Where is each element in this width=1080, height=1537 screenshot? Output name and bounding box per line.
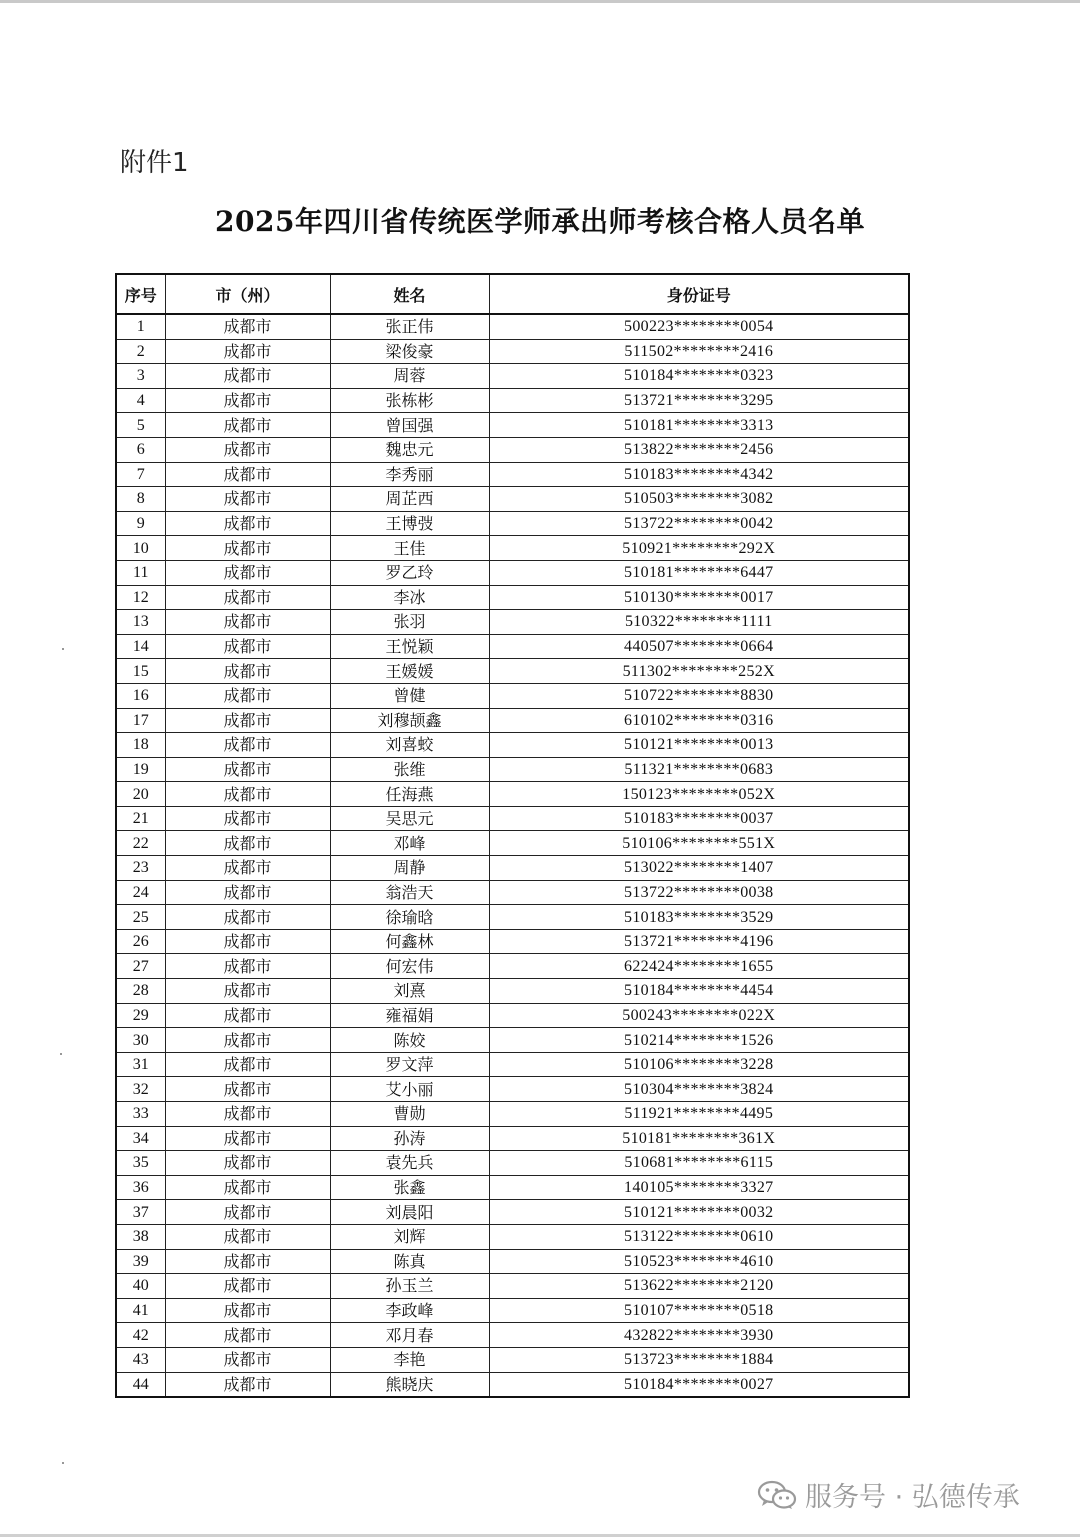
row-id-number: 510106********551X — [489, 831, 909, 856]
row-city: 成都市 — [165, 856, 330, 881]
row-city: 成都市 — [165, 1126, 330, 1151]
row-name: 张栋彬 — [330, 388, 489, 413]
row-serial-number: 36 — [116, 1175, 165, 1200]
row-id-number: 510181********361X — [489, 1126, 909, 1151]
row-name: 张羽 — [330, 610, 489, 635]
row-id-number: 510183********0037 — [489, 806, 909, 831]
row-serial-number: 10 — [116, 536, 165, 561]
table-row — [116, 1077, 909, 1102]
row-name: 李秀丽 — [330, 462, 489, 487]
table-row — [116, 1323, 909, 1348]
row-id-number: 513721********3295 — [489, 388, 909, 413]
row-city: 成都市 — [165, 560, 330, 585]
row-name: 徐瑜晗 — [330, 905, 489, 930]
table-row — [116, 536, 909, 561]
row-name: 刘辉 — [330, 1224, 489, 1249]
row-city: 成都市 — [165, 806, 330, 831]
table-row — [116, 487, 909, 512]
row-id-number: 511302********252X — [489, 659, 909, 684]
row-id-number: 510184********4454 — [489, 979, 909, 1004]
row-serial-number: 35 — [116, 1151, 165, 1176]
row-name: 任海燕 — [330, 782, 489, 807]
row-id-number: 510681********6115 — [489, 1151, 909, 1176]
row-id-number: 510106********3228 — [489, 1052, 909, 1077]
row-name: 张正伟 — [330, 314, 489, 339]
row-city: 成都市 — [165, 1274, 330, 1299]
row-city: 成都市 — [165, 1347, 330, 1372]
row-name: 罗乙玲 — [330, 560, 489, 585]
row-name: 吴思元 — [330, 806, 489, 831]
row-id-number: 510722********8830 — [489, 683, 909, 708]
row-serial-number: 6 — [116, 437, 165, 462]
row-serial-number: 15 — [116, 659, 165, 684]
watermark-text: 服务号 · 弘德传承 — [805, 1482, 1020, 1513]
table-row — [116, 954, 909, 979]
table-row — [116, 511, 909, 536]
row-serial-number: 34 — [116, 1126, 165, 1151]
row-id-number: 510181********3313 — [489, 413, 909, 438]
scan-speck — [62, 1462, 64, 1464]
table-row — [116, 610, 909, 635]
row-serial-number: 1 — [116, 314, 165, 339]
row-name: 曾健 — [330, 683, 489, 708]
table-row — [116, 388, 909, 413]
row-city: 成都市 — [165, 364, 330, 389]
row-serial-number: 31 — [116, 1052, 165, 1077]
row-city: 成都市 — [165, 757, 330, 782]
row-city: 成都市 — [165, 339, 330, 364]
table-row — [116, 413, 909, 438]
row-id-number: 510130********0017 — [489, 585, 909, 610]
row-id-number: 510921********292X — [489, 536, 909, 561]
scan-speck — [62, 648, 64, 650]
row-city: 成都市 — [165, 511, 330, 536]
table-row — [116, 1298, 909, 1323]
row-id-number: 513622********2120 — [489, 1274, 909, 1299]
table-row — [116, 585, 909, 610]
row-city: 成都市 — [165, 610, 330, 635]
document-title: 2025年四川省传统医学师承出师考核合格人员名单 — [215, 205, 865, 238]
row-name: 李艳 — [330, 1347, 489, 1372]
row-city: 成都市 — [165, 683, 330, 708]
row-city: 成都市 — [165, 388, 330, 413]
table-row — [116, 1200, 909, 1225]
row-city: 成都市 — [165, 979, 330, 1004]
row-serial-number: 38 — [116, 1224, 165, 1249]
row-name: 张鑫 — [330, 1175, 489, 1200]
row-city: 成都市 — [165, 437, 330, 462]
row-city: 成都市 — [165, 954, 330, 979]
row-id-number: 510183********3529 — [489, 905, 909, 930]
row-name: 邓峰 — [330, 831, 489, 856]
row-city: 成都市 — [165, 1175, 330, 1200]
row-id-number: 150123********052X — [489, 782, 909, 807]
row-name: 何鑫林 — [330, 929, 489, 954]
row-city: 成都市 — [165, 536, 330, 561]
row-id-number: 500243********022X — [489, 1003, 909, 1028]
row-city: 成都市 — [165, 708, 330, 733]
table-row — [116, 905, 909, 930]
row-serial-number: 39 — [116, 1249, 165, 1274]
table-row — [116, 437, 909, 462]
row-id-number: 513722********0042 — [489, 511, 909, 536]
row-id-number: 513721********4196 — [489, 929, 909, 954]
row-city: 成都市 — [165, 782, 330, 807]
row-serial-number: 2 — [116, 339, 165, 364]
row-id-number: 513722********0038 — [489, 880, 909, 905]
row-id-number: 510121********0032 — [489, 1200, 909, 1225]
row-city: 成都市 — [165, 487, 330, 512]
row-serial-number: 41 — [116, 1298, 165, 1323]
row-city: 成都市 — [165, 1151, 330, 1176]
row-id-number: 513822********2456 — [489, 437, 909, 462]
row-id-number: 513122********0610 — [489, 1224, 909, 1249]
table-row — [116, 1102, 909, 1127]
row-id-number: 513723********1884 — [489, 1347, 909, 1372]
table-row — [116, 1347, 909, 1372]
row-serial-number: 11 — [116, 560, 165, 585]
row-serial-number: 25 — [116, 905, 165, 930]
row-id-number: 510503********3082 — [489, 487, 909, 512]
row-name: 刘晨阳 — [330, 1200, 489, 1225]
row-name: 王媛媛 — [330, 659, 489, 684]
table-row — [116, 1052, 909, 1077]
row-name: 梁俊豪 — [330, 339, 489, 364]
row-id-number: 440507********0664 — [489, 634, 909, 659]
row-city: 成都市 — [165, 1249, 330, 1274]
row-name: 艾小丽 — [330, 1077, 489, 1102]
row-serial-number: 26 — [116, 929, 165, 954]
row-city: 成都市 — [165, 1323, 330, 1348]
header-serial-number: 序号 — [116, 274, 165, 314]
row-id-number: 510121********0013 — [489, 733, 909, 758]
row-city: 成都市 — [165, 659, 330, 684]
row-serial-number: 13 — [116, 610, 165, 635]
row-id-number: 511321********0683 — [489, 757, 909, 782]
row-name: 陈姣 — [330, 1028, 489, 1053]
table-row — [116, 782, 909, 807]
table-row — [116, 806, 909, 831]
table-row — [116, 757, 909, 782]
row-city: 成都市 — [165, 1298, 330, 1323]
table-header-row — [116, 274, 909, 314]
row-city: 成都市 — [165, 314, 330, 339]
row-serial-number: 27 — [116, 954, 165, 979]
row-city: 成都市 — [165, 905, 330, 930]
row-city: 成都市 — [165, 929, 330, 954]
row-id-number: 511921********4495 — [489, 1102, 909, 1127]
row-serial-number: 33 — [116, 1102, 165, 1127]
row-name: 何宏伟 — [330, 954, 489, 979]
row-serial-number: 30 — [116, 1028, 165, 1053]
row-name: 周蓉 — [330, 364, 489, 389]
row-serial-number: 9 — [116, 511, 165, 536]
table-row — [116, 1249, 909, 1274]
row-name: 袁先兵 — [330, 1151, 489, 1176]
row-city: 成都市 — [165, 1200, 330, 1225]
row-serial-number: 44 — [116, 1372, 165, 1397]
header-id-number: 身份证号 — [489, 274, 909, 314]
row-name: 李冰 — [330, 585, 489, 610]
row-serial-number: 32 — [116, 1077, 165, 1102]
row-name: 罗文萍 — [330, 1052, 489, 1077]
attachment-label: 附件1 — [120, 148, 189, 178]
table-row — [116, 1372, 909, 1397]
row-id-number: 513022********1407 — [489, 856, 909, 881]
row-serial-number: 7 — [116, 462, 165, 487]
row-serial-number: 40 — [116, 1274, 165, 1299]
row-id-number: 140105********3327 — [489, 1175, 909, 1200]
row-serial-number: 16 — [116, 683, 165, 708]
scan-top-edge — [0, 0, 1080, 3]
row-name: 魏忠元 — [330, 437, 489, 462]
row-city: 成都市 — [165, 1224, 330, 1249]
row-serial-number: 28 — [116, 979, 165, 1004]
row-id-number: 511502********2416 — [489, 339, 909, 364]
row-name: 雍福娟 — [330, 1003, 489, 1028]
table-row — [116, 339, 909, 364]
row-serial-number: 5 — [116, 413, 165, 438]
row-city: 成都市 — [165, 1372, 330, 1397]
row-name: 孙玉兰 — [330, 1274, 489, 1299]
row-city: 成都市 — [165, 1077, 330, 1102]
row-name: 刘喜蛟 — [330, 733, 489, 758]
row-city: 成都市 — [165, 585, 330, 610]
table-row — [116, 831, 909, 856]
row-city: 成都市 — [165, 1003, 330, 1028]
row-name: 孙涛 — [330, 1126, 489, 1151]
row-city: 成都市 — [165, 1102, 330, 1127]
row-city: 成都市 — [165, 1028, 330, 1053]
table-row — [116, 560, 909, 585]
row-city: 成都市 — [165, 413, 330, 438]
row-name: 曾国强 — [330, 413, 489, 438]
row-city: 成都市 — [165, 634, 330, 659]
table-body — [116, 314, 909, 1397]
row-id-number: 500223********0054 — [489, 314, 909, 339]
row-city: 成都市 — [165, 880, 330, 905]
row-serial-number: 37 — [116, 1200, 165, 1225]
row-id-number: 510322********1111 — [489, 610, 909, 635]
row-name: 刘穆颉鑫 — [330, 708, 489, 733]
table-row — [116, 659, 909, 684]
row-serial-number: 18 — [116, 733, 165, 758]
row-serial-number: 20 — [116, 782, 165, 807]
row-id-number: 510184********0027 — [489, 1372, 909, 1397]
account-watermark — [757, 1475, 1020, 1514]
table-row — [116, 856, 909, 881]
table-row — [116, 1224, 909, 1249]
table-row — [116, 979, 909, 1004]
row-name: 陈真 — [330, 1249, 489, 1274]
row-id-number: 610102********0316 — [489, 708, 909, 733]
table-row — [116, 1126, 909, 1151]
row-name: 邓月春 — [330, 1323, 489, 1348]
table-row — [116, 1175, 909, 1200]
row-serial-number: 8 — [116, 487, 165, 512]
row-serial-number: 24 — [116, 880, 165, 905]
row-name: 熊晓庆 — [330, 1372, 489, 1397]
table-row — [116, 708, 909, 733]
row-name: 张维 — [330, 757, 489, 782]
wechat-logo-icon — [757, 1480, 797, 1510]
row-city: 成都市 — [165, 1052, 330, 1077]
row-name: 周芷西 — [330, 487, 489, 512]
row-serial-number: 19 — [116, 757, 165, 782]
row-city: 成都市 — [165, 462, 330, 487]
row-name: 王悦颖 — [330, 634, 489, 659]
row-city: 成都市 — [165, 733, 330, 758]
row-serial-number: 21 — [116, 806, 165, 831]
row-id-number: 510181********6447 — [489, 560, 909, 585]
table-row — [116, 1151, 909, 1176]
row-name: 李政峰 — [330, 1298, 489, 1323]
row-id-number: 510304********3824 — [489, 1077, 909, 1102]
row-city: 成都市 — [165, 831, 330, 856]
row-id-number: 510183********4342 — [489, 462, 909, 487]
row-name: 刘熹 — [330, 979, 489, 1004]
table-row — [116, 364, 909, 389]
table-row — [116, 634, 909, 659]
row-serial-number: 29 — [116, 1003, 165, 1028]
row-serial-number: 43 — [116, 1347, 165, 1372]
row-serial-number: 23 — [116, 856, 165, 881]
table-row — [116, 1028, 909, 1053]
row-name: 翁浩天 — [330, 880, 489, 905]
row-name: 王博弢 — [330, 511, 489, 536]
row-serial-number: 12 — [116, 585, 165, 610]
scan-speck — [60, 1053, 62, 1055]
row-serial-number: 3 — [116, 364, 165, 389]
row-id-number: 432822********3930 — [489, 1323, 909, 1348]
row-name: 周静 — [330, 856, 489, 881]
table-row — [116, 929, 909, 954]
table-row — [116, 880, 909, 905]
row-id-number: 510184********0323 — [489, 364, 909, 389]
header-name: 姓名 — [330, 274, 489, 314]
row-id-number: 510523********4610 — [489, 1249, 909, 1274]
row-serial-number: 42 — [116, 1323, 165, 1348]
header-city: 市（州） — [165, 274, 330, 314]
row-name: 曹勋 — [330, 1102, 489, 1127]
table-row — [116, 314, 909, 339]
row-id-number: 622424********1655 — [489, 954, 909, 979]
row-id-number: 510107********0518 — [489, 1298, 909, 1323]
table-row — [116, 462, 909, 487]
table-row — [116, 683, 909, 708]
table-row — [116, 733, 909, 758]
row-serial-number: 17 — [116, 708, 165, 733]
row-serial-number: 4 — [116, 388, 165, 413]
row-name: 王佳 — [330, 536, 489, 561]
table-row — [116, 1003, 909, 1028]
row-serial-number: 14 — [116, 634, 165, 659]
row-serial-number: 22 — [116, 831, 165, 856]
row-id-number: 510214********1526 — [489, 1028, 909, 1053]
table-row — [116, 1274, 909, 1299]
qualified-personnel-table — [115, 273, 910, 1398]
